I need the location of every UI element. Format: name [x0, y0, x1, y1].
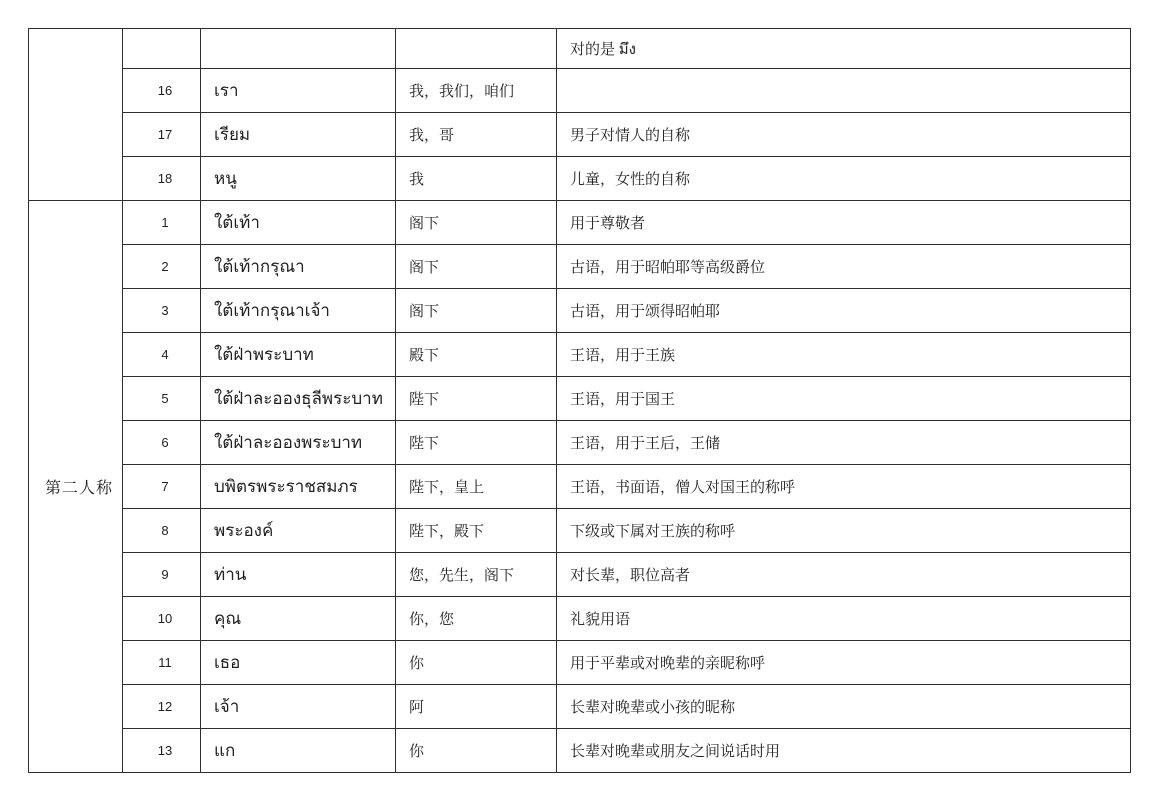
thai-word-cell [201, 29, 396, 69]
note-cell: 长辈对晚辈或小孩的昵称 [557, 685, 1131, 729]
table-row [29, 245, 1131, 289]
table-row [29, 289, 1131, 333]
note-cell: 用于尊敬者 [557, 201, 1131, 245]
meaning-cell: 阁下 [396, 201, 557, 245]
table-row [29, 377, 1131, 421]
note-cell: 儿童，女性的自称 [557, 157, 1131, 201]
group-label-cell [29, 29, 123, 201]
row-number-cell: 12 [123, 685, 201, 729]
table-row [29, 641, 1131, 685]
table-row [29, 729, 1131, 773]
row-number-cell [123, 29, 201, 69]
meaning-cell: 我，哥 [396, 113, 557, 157]
meaning-cell [396, 29, 557, 69]
meaning-cell: 你，您 [396, 597, 557, 641]
row-number-cell: 4 [123, 333, 201, 377]
note-cell: 下级或下属对王族的称呼 [557, 509, 1131, 553]
note-cell: 王语，用于国王 [557, 377, 1131, 421]
row-number-cell: 2 [123, 245, 201, 289]
thai-word-cell: เรียม [201, 113, 396, 157]
table-row [29, 29, 1131, 69]
table-row [29, 421, 1131, 465]
note-cell: 对的是 มึง [557, 29, 1131, 69]
table-row [29, 157, 1131, 201]
group-label-cell: 第二人称 [29, 201, 123, 773]
row-number-cell: 18 [123, 157, 201, 201]
thai-word-cell: แก [201, 729, 396, 773]
meaning-cell: 阿 [396, 685, 557, 729]
meaning-cell: 您，先生，阁下 [396, 553, 557, 597]
note-cell [557, 69, 1131, 113]
meaning-cell: 我，我们，咱们 [396, 69, 557, 113]
meaning-cell: 阁下 [396, 289, 557, 333]
row-number-cell: 11 [123, 641, 201, 685]
table-row [29, 333, 1131, 377]
table-row [29, 113, 1131, 157]
table-row [29, 69, 1131, 113]
note-cell: 长辈对晚辈或朋友之间说话时用 [557, 729, 1131, 773]
note-cell: 对长辈，职位高者 [557, 553, 1131, 597]
meaning-cell: 阁下 [396, 245, 557, 289]
row-number-cell: 5 [123, 377, 201, 421]
meaning-cell: 殿下 [396, 333, 557, 377]
thai-word-cell: ใต้ฝ่าพระบาท [201, 333, 396, 377]
table-row [29, 201, 1131, 245]
note-cell: 王语，用于王后，王储 [557, 421, 1131, 465]
meaning-cell: 你 [396, 641, 557, 685]
thai-word-cell: คุณ [201, 597, 396, 641]
pronoun-table-body [29, 29, 1131, 773]
thai-word-cell: ใต้ฝ่าละอองพระบาท [201, 421, 396, 465]
note-cell: 男子对情人的自称 [557, 113, 1131, 157]
meaning-cell: 陛下 [396, 377, 557, 421]
thai-word-cell: ใต้เท้า [201, 201, 396, 245]
meaning-cell: 陛下，皇上 [396, 465, 557, 509]
table-row [29, 509, 1131, 553]
row-number-cell: 6 [123, 421, 201, 465]
thai-word-cell: ใต้เท้ากรุณาเจ้า [201, 289, 396, 333]
row-number-cell: 13 [123, 729, 201, 773]
row-number-cell: 8 [123, 509, 201, 553]
thai-word-cell: เรา [201, 69, 396, 113]
row-number-cell: 3 [123, 289, 201, 333]
row-number-cell: 10 [123, 597, 201, 641]
meaning-cell: 你 [396, 729, 557, 773]
thai-word-cell: บพิตรพระราชสมภร [201, 465, 396, 509]
note-cell: 礼貌用语 [557, 597, 1131, 641]
meaning-cell: 我 [396, 157, 557, 201]
row-number-cell: 9 [123, 553, 201, 597]
note-cell: 用于平辈或对晚辈的亲昵称呼 [557, 641, 1131, 685]
thai-word-cell: หนู [201, 157, 396, 201]
meaning-cell: 陛下，殿下 [396, 509, 557, 553]
meaning-cell: 陛下 [396, 421, 557, 465]
row-number-cell: 7 [123, 465, 201, 509]
row-number-cell: 16 [123, 69, 201, 113]
table-row [29, 553, 1131, 597]
note-cell: 古语，用于颂得昭帕耶 [557, 289, 1131, 333]
note-cell: 王语，书面语，僧人对国王的称呼 [557, 465, 1131, 509]
row-number-cell: 17 [123, 113, 201, 157]
row-number-cell: 1 [123, 201, 201, 245]
table-row [29, 597, 1131, 641]
table-row [29, 465, 1131, 509]
thai-word-cell: เธอ [201, 641, 396, 685]
thai-word-cell: พระองค์ [201, 509, 396, 553]
thai-word-cell: ใต้ฝ่าละอองธุลีพระบาท [201, 377, 396, 421]
note-cell: 古语，用于昭帕耶等高级爵位 [557, 245, 1131, 289]
thai-word-cell: ท่าน [201, 553, 396, 597]
thai-word-cell: ใต้เท้ากรุณา [201, 245, 396, 289]
pronoun-table [28, 28, 1131, 773]
thai-word-cell: เจ้า [201, 685, 396, 729]
table-row [29, 685, 1131, 729]
note-cell: 王语，用于王族 [557, 333, 1131, 377]
